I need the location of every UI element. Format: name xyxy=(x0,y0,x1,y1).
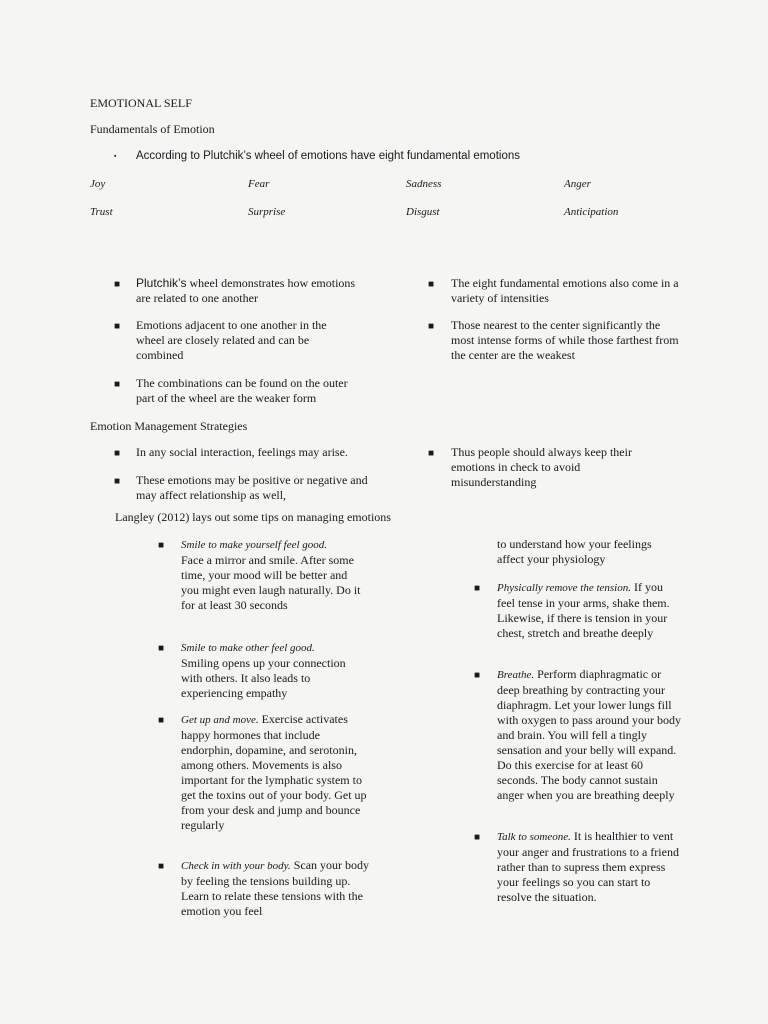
tip-get-up-body: Exercise activates happy hormones that include endorphin, dopamine, and serotonin, among others. Movements is also important for the lymphatic system to get the toxins out of your body. Get up from your desk and jump and bounce regularly xyxy=(181,712,367,832)
tip-get-up xyxy=(181,712,369,833)
tip-smile-others-title: Smile to make other feel good. xyxy=(181,642,315,654)
tip-breathe xyxy=(497,667,681,803)
mgmt-right-1: Thus people should always keep their emotions in check to avoid misunderstanding xyxy=(451,445,632,489)
tip-talk-title: Talk to someone. xyxy=(497,831,571,843)
tip-breathe-body: Perform diaphragmatic or deep breathing by contracting your diaphragm. Let your lower lungs fill with oxygen to pass around your body and brain. You will fell a tingly sensation and your belly will expand. Do this exercise for at least 60 seconds. The body cannot sustain anger when you are breathing deeply xyxy=(497,667,681,802)
mgmt-left-1: In any social interaction, feelings may arise. xyxy=(136,445,348,459)
bullet-glyph: ■ xyxy=(428,321,435,332)
emotion-sadness: Sadness xyxy=(406,178,442,190)
tip-check-in xyxy=(181,858,369,919)
tip-talk xyxy=(497,829,681,905)
emotion-trust: Trust xyxy=(90,206,113,218)
tip-breathe-title: Breathe. xyxy=(497,669,535,681)
bullet-glyph: ■ xyxy=(474,583,481,594)
bullet-glyph: ■ xyxy=(428,448,435,459)
right-bullet-1: The eight fundamental emotions also come in a variety of intensities xyxy=(451,276,679,305)
emotion-fear: Fear xyxy=(248,178,270,190)
mgmt-left-2: These emotions may be positive or negative and may affect relationship as well, xyxy=(136,473,368,502)
left-bullet-1-strong: Plutchik’s xyxy=(136,276,187,290)
bullet-glyph: ■ xyxy=(474,832,481,843)
emotion-anger: Anger xyxy=(564,178,591,190)
bullet-glyph: ■ xyxy=(114,321,121,332)
bullet-glyph: ■ xyxy=(114,279,121,290)
bullet-glyph: ■ xyxy=(158,643,165,654)
emotion-joy: Joy xyxy=(90,178,106,190)
langley-intro: Langley (2012) lays out some tips on managing emotions xyxy=(115,510,391,524)
bullet-glyph: ■ xyxy=(158,540,165,551)
section-heading-fundamentals: Fundamentals of Emotion xyxy=(90,122,215,136)
intro-bullet-text: According to Plutchik’s wheel of emotions have eight fundamental emotions xyxy=(136,150,520,162)
bullet-glyph: ■ xyxy=(114,476,121,487)
right-bullet-2: Those nearest to the center significantly the most intense forms of while those farthest from the center are the weakest xyxy=(451,318,679,362)
left-bullet-2: Emotions adjacent to one another in the wheel are closely related and can be combined xyxy=(136,318,327,362)
tip-smile-self-body: Face a mirror and smile. After some time, your mood will be better and you might even laugh naturally. Do it for at least 30 seconds xyxy=(181,553,361,612)
tip-remove-tension xyxy=(497,580,677,641)
emotion-disgust: Disgust xyxy=(406,206,440,218)
bullet-glyph: ■ xyxy=(474,670,481,681)
tip-smile-self-title: Smile to make yourself feel good. xyxy=(181,539,328,551)
emotion-surprise: Surprise xyxy=(248,206,286,218)
bullet-glyph: ■ xyxy=(114,448,121,459)
bullet-glyph: ■ xyxy=(158,715,165,726)
tip-talk-body: It is healthier to vent your anger and frustrations to a friend rather than to supress them express your feelings so you can start to resolve the situation. xyxy=(497,829,679,904)
tip-smile-others-body: Smiling opens up your connection with others. It also leads to experiencing empathy xyxy=(181,656,346,700)
tip-remove-tension-body: If you feel tense in your arms, shake them. Likewise, if there is tension in your chest, stretch and breathe deeply xyxy=(497,580,670,640)
left-bullet-1 xyxy=(136,276,366,306)
emotion-anticipation: Anticipation xyxy=(564,206,619,218)
bullet-glyph: ■ xyxy=(158,861,165,872)
bullet-glyph: ■ xyxy=(114,379,121,390)
left-bullet-3: The combinations can be found on the outer part of the wheel are the weaker form xyxy=(136,376,348,405)
tip-check-in-continuation: to understand how your feelings affect your physiology xyxy=(497,537,652,566)
tip-check-in-body: Scan your body by feeling the tensions building up. Learn to relate these tensions with the emotion you feel xyxy=(181,858,370,918)
section-heading-management: Emotion Management Strategies xyxy=(90,419,248,433)
bullet-glyph: ■ xyxy=(428,279,435,290)
tip-check-in-title: Check in with your body. xyxy=(181,860,291,872)
document-title: EMOTIONAL SELF xyxy=(90,96,192,110)
tip-remove-tension-title: Physically remove the tension. xyxy=(497,582,631,594)
tip-smile-self xyxy=(181,537,366,613)
tip-get-up-title: Get up and move. xyxy=(181,714,259,726)
left-bullet-1-rest: wheel demonstrates how emotions are related to one another xyxy=(136,276,356,305)
bullet-glyph: ▪ xyxy=(114,152,117,160)
tip-smile-others xyxy=(181,640,366,701)
